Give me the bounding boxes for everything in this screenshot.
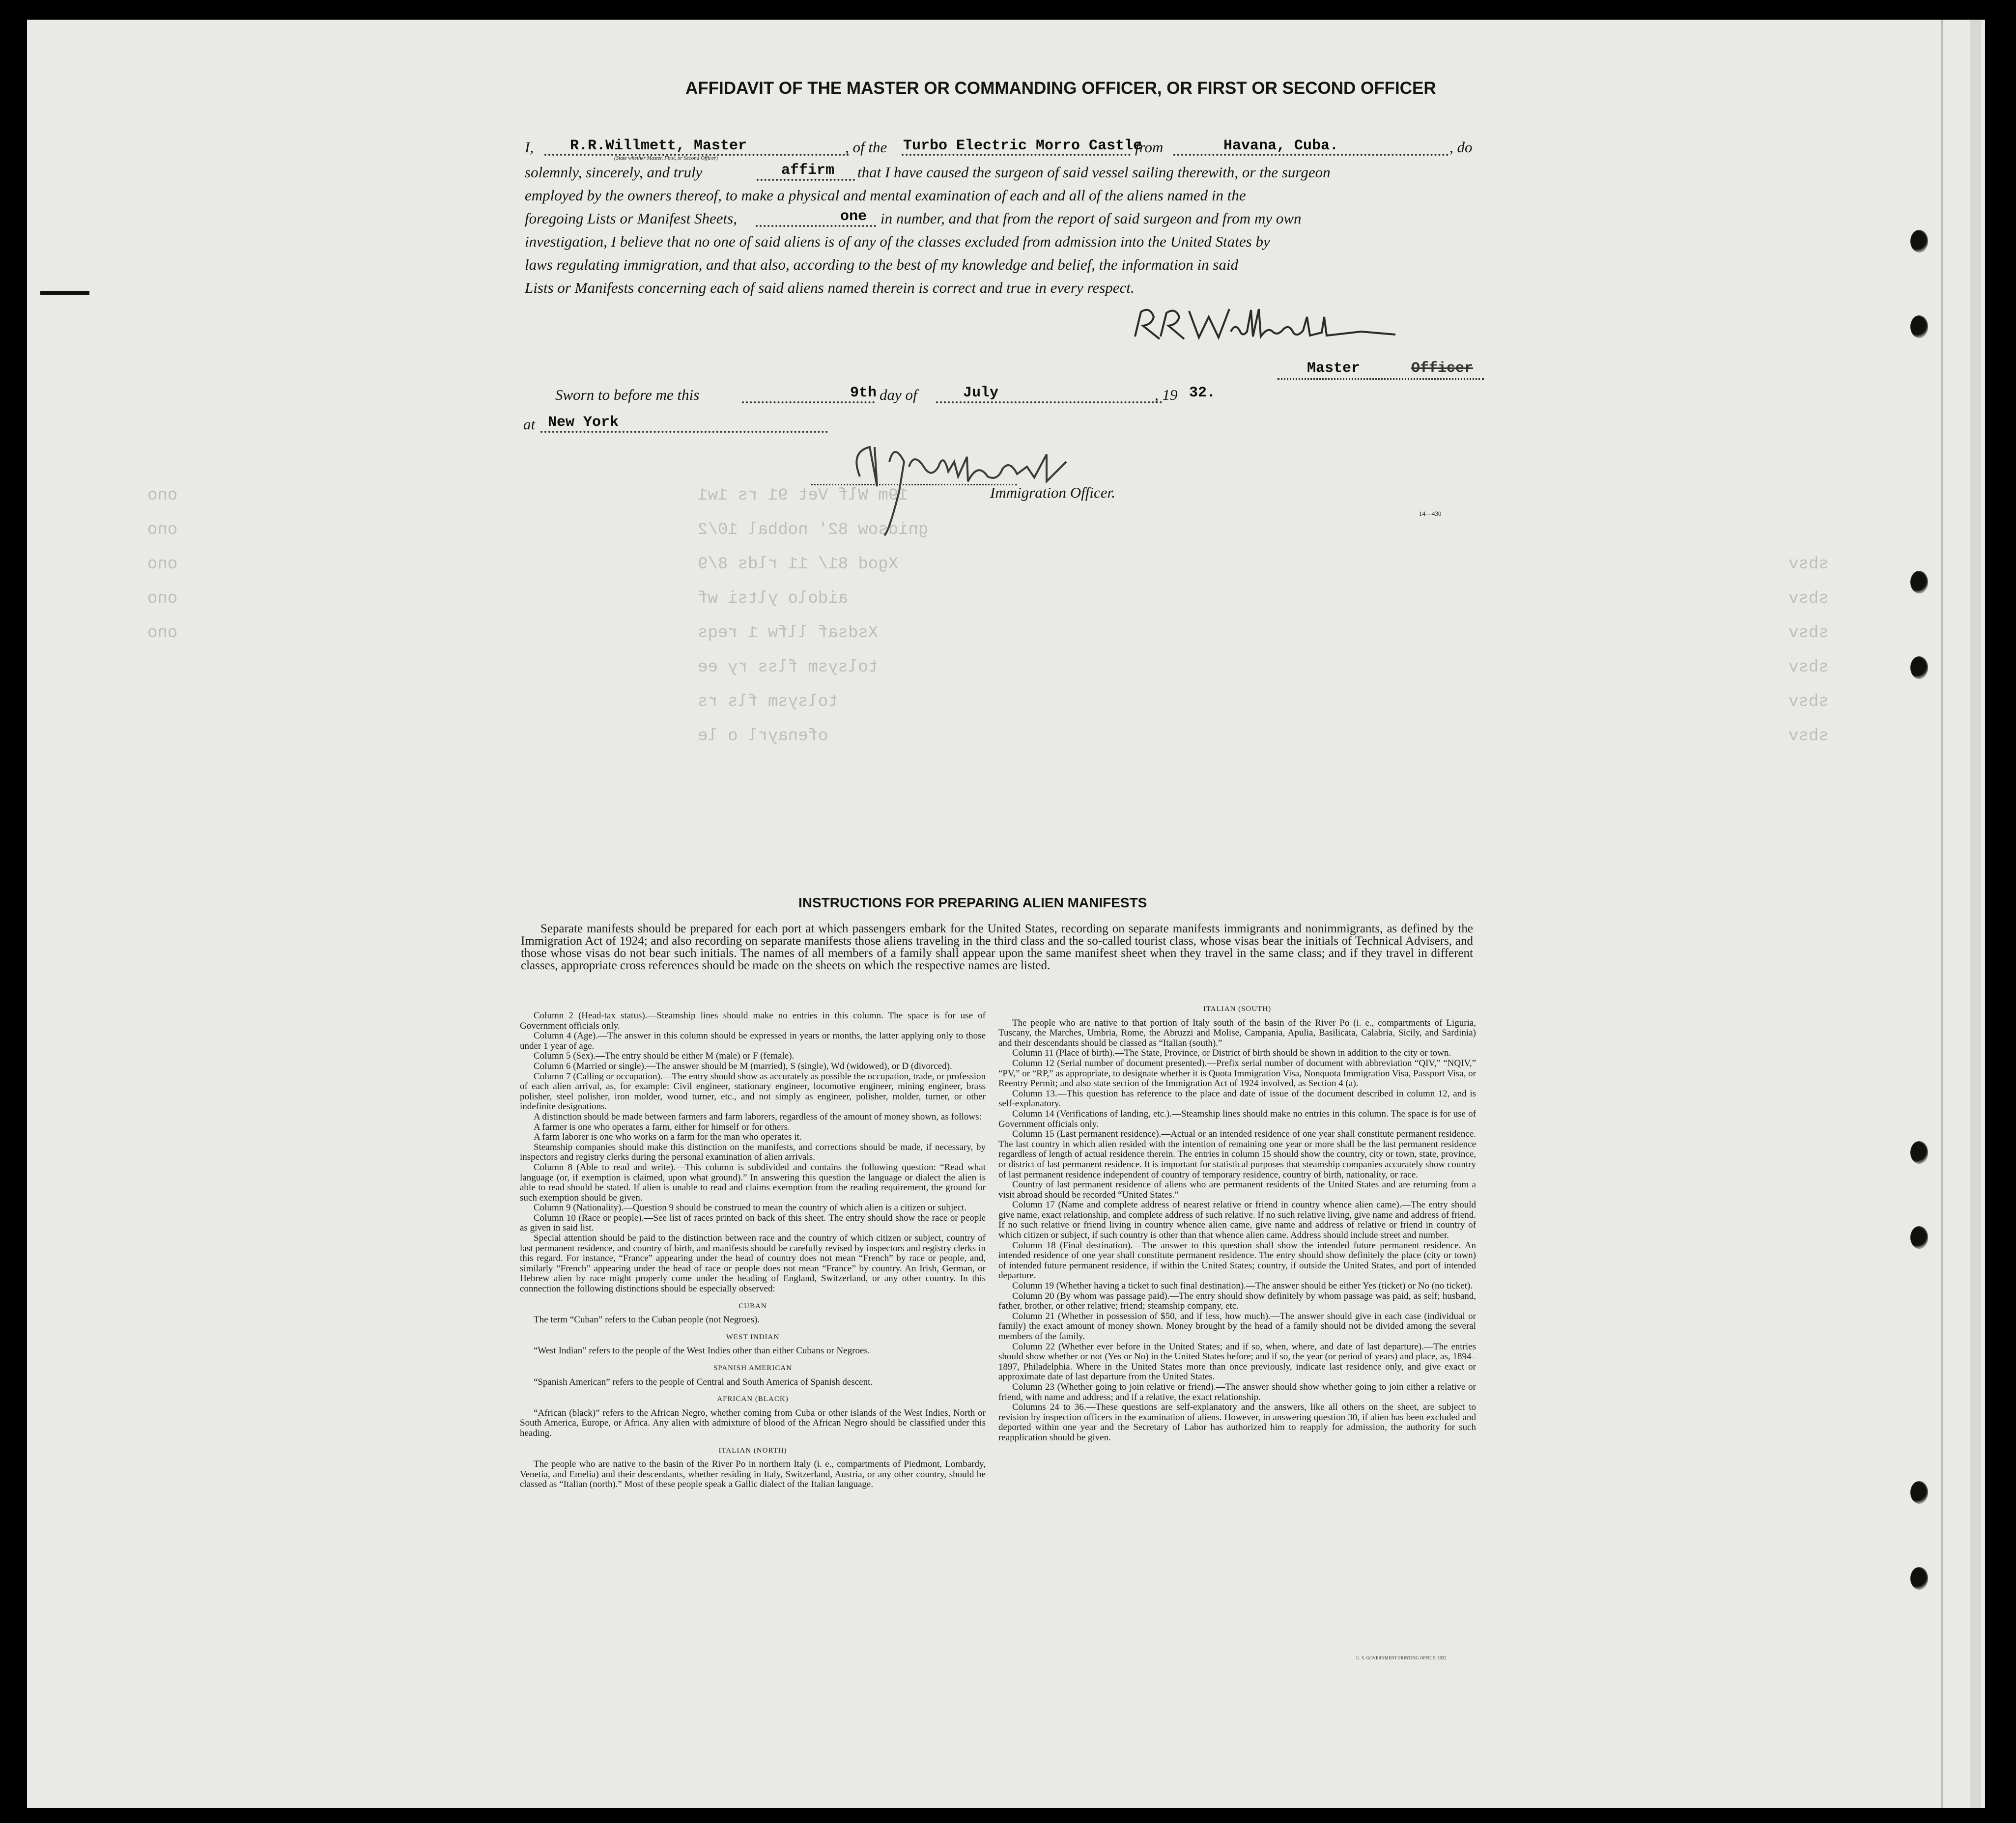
officer-note: (State whether Master, First, or Second Officer) xyxy=(614,155,718,161)
sworn-at: at xyxy=(523,416,536,433)
sworn-19: , 19 xyxy=(1155,386,1178,403)
instruction-paragraph: Column 2 (Head-tax status).—Steamship lines should make no entries in this column. The space is for use of Government officials only. xyxy=(520,1010,986,1031)
instruction-paragraph: Column 15 (Last permanent residence).—Actual or an intended residence of one year shall constitute permanent residence. The last country in which alien resided with the intention of remaining one year or more shall be the last permanent residence regardless of length of actual residence therein. The entries in column 15 should show the country, city or town, state, province, or district of last permanent residence. It is important for statistical purposes that steamship companies accurately show country of last permanent residence independent of country of temporary residence, country of birth, nationality, or race. xyxy=(998,1129,1476,1180)
race-heading: ITALIAN (NORTH) xyxy=(718,1446,787,1455)
affidavit-solemnly: solemnly, sincerely, and truly xyxy=(525,164,703,181)
bleed-through-text: aidolo yltsi wf xyxy=(698,589,849,608)
affidavit-line4: in number, and that from the report of said surgeon and from my own xyxy=(880,210,1302,227)
bleed-through-text: ono xyxy=(147,486,178,505)
race-heading: ITALIAN (SOUTH) xyxy=(1203,1005,1272,1013)
immigration-officer-label: Immigration Officer. xyxy=(990,484,1115,501)
affidavit-i: I, xyxy=(525,139,534,156)
instructions-right-column xyxy=(998,1004,1476,1443)
vessel-name: Turbo Electric Morro Castle xyxy=(903,138,1142,154)
instruction-paragraph: Column 19 (Whether having a ticket to such final destination).—The answer should be either Yes (ticket) or No (no ticket). xyxy=(1012,1281,1473,1291)
affidavit-of-the: , of the xyxy=(845,139,887,156)
bleed-through-text: ono xyxy=(147,589,178,608)
instruction-paragraph: Column 23 (Whether going to join relative or friend).—The answer should show whether going to join either a relative or friend, with name and address; and if a relative, the exact relationship. xyxy=(998,1381,1476,1402)
race-heading: AFRICAN (BLACK) xyxy=(717,1395,789,1403)
instruction-paragraph: Column 10 (Race or people).—See list of races printed on back of this sheet. The entry should show the race or people as given in said list. xyxy=(520,1212,986,1234)
binder-hole-icon xyxy=(1910,1567,1928,1590)
intro-paragraph: Separate manifests should be prepared for each port at which passengers embark for the United States, recording on separate manifests immigrants and nonimmigrants, as defined by the Immigration Act of 1924; and also recording on separate manifests those aliens traveling in the third class and the so-called tourist class, whose visas bear the initials of Technical Advisers, and those whose visas do not bear such initials. The names of all members of a family shall appear upon the same manifest sheet when they travel in the same class; and if they travel in different classes, appropriate cross references should be made on the sheets on which the respective names are listed. xyxy=(521,922,1473,972)
instruction-paragraph: Column 11 (Place of birth).—The State, Province, or District of birth should be shown in addition to the city or town. xyxy=(1012,1048,1451,1059)
bleed-through-text: sbsv xyxy=(1789,693,1829,711)
affidavit-line7: Lists or Manifests concerning each of said aliens named therein is correct and true in every respect. xyxy=(525,279,1135,296)
bleed-through-text: gnidsow 82' nobbal 10/2 xyxy=(698,521,929,539)
binder-hole-icon xyxy=(1910,1141,1928,1164)
affirm-word: affirm xyxy=(781,162,835,179)
affidavit-line6: laws regulating immigration, and that also, according to the best of my knowledge and belief, the information in said xyxy=(525,256,1239,273)
instruction-paragraph: The term “Cuban” refers to the Cuban people (not Negroes). xyxy=(534,1315,760,1325)
binder-hole-icon xyxy=(1910,230,1928,252)
form-number: 14—430 xyxy=(1419,510,1442,517)
bleed-through-text: sbsv xyxy=(1789,658,1829,677)
page-edge-shadow xyxy=(1941,20,1943,1808)
bleed-through-text: sbsv xyxy=(1789,555,1829,574)
affidavit-line5: investigation, I believe that no one of said aliens is of any of the classes excluded from admission into the United States by xyxy=(525,233,1270,250)
instruction-paragraph: Column 9 (Nationality).—Question 9 should be construed to mean the country of which alien is a citizen or subject. xyxy=(534,1203,967,1213)
officer-title-struck: Officer xyxy=(1411,360,1474,377)
departure-port: Havana, Cuba. xyxy=(1223,138,1339,154)
race-heading: WEST INDIAN xyxy=(726,1333,780,1341)
race-heading: CUBAN xyxy=(738,1302,767,1310)
affidavit-from: from xyxy=(1135,139,1164,156)
binder-hole-icon xyxy=(1910,1481,1928,1504)
bleed-through-text: tolsysm fls rs xyxy=(698,693,838,711)
officer-title: Master xyxy=(1307,360,1361,377)
instruction-paragraph: Country of last permanent residence of aliens who are permanent residents of the United States and are returning from a visit abroad should be recorded “United States.” xyxy=(998,1179,1476,1200)
affidavit-do: , do xyxy=(1449,139,1473,156)
instruction-paragraph: Column 5 (Sex).—The entry should be either M (male) or F (female). xyxy=(534,1051,795,1062)
sworn-label: Sworn to before me this xyxy=(555,386,700,403)
instruction-paragraph: “West Indian” refers to the people of the West Indies other than either Cubans or Negroes. xyxy=(534,1346,870,1356)
affidavit-line3: employed by the owners thereof, to make a physical and mental examination of each and all of the aliens named in the xyxy=(525,187,1246,204)
instructions-left-column xyxy=(520,1011,986,1490)
bleed-through-text: sbsv xyxy=(1789,589,1829,608)
instruction-paragraph: Column 21 (Whether in possession of $50, and if less, how much).—The answer should give in each case (individual or family) the exact amount of money shown. Money brought by the head of a family should not be divided among the several members of the family. xyxy=(998,1311,1476,1342)
binder-hole-icon xyxy=(1910,315,1928,338)
sworn-place: New York xyxy=(548,414,619,431)
page-edge xyxy=(1970,20,1981,1808)
instruction-paragraph: “Spanish American” refers to the people of Central and South America of Spanish descent. xyxy=(534,1376,873,1387)
bleed-through-text: Xsdsaf llfw 1 reqs xyxy=(698,624,879,643)
instruction-paragraph: Column 14 (Verifications of landing, etc.).—Steamship lines should make no entries in this column. The space is for use of Government officials only. xyxy=(998,1108,1476,1129)
sworn-year: 32. xyxy=(1189,385,1216,401)
bleed-through-text: Xgod 81/ 11 rlds 8/9 xyxy=(698,555,899,574)
bleed-through-text: tolsysm flss ry ee xyxy=(698,658,879,677)
instruction-paragraph: Columns 24 to 36.—These questions are self-explanatory and the answers, like all others on the sheet, are subject to revision by inspection officers in the examination of aliens. However, in answering question 30, if alien has been excluded and deported within one year and the Secretary of Labor has authorized him to reapply for admission, the authority for such reapplication should be given. xyxy=(998,1402,1476,1443)
sheet-count: one xyxy=(840,208,867,225)
instruction-paragraph: Column 4 (Age).—The answer in this column should be expressed in years or months, the latter applying only to those under 1 year of age. xyxy=(520,1031,986,1051)
race-heading: SPANISH AMERICAN xyxy=(713,1364,793,1372)
instruction-paragraph: Column 8 (Able to read and write).—This column is subdivided and contains the following question: “Read what language (or, if exemption is claimed, upon what ground).” In answering this question the language or dialect the alien is able to read should be stated. If alien is unable to read and claims exemption from the reading requirement, the ground for such exemption should be given. xyxy=(520,1162,986,1203)
instruction-paragraph: Column 22 (Whether ever before in the United States; and if so, when, where, and date of last departure).—The entries should show whether or not (Yes or No) in the United States before; and if so, the year (or period of years) and place, as, 1894–1897, Philadelphia. Where in the United States more than once previously, indicate last residence only, and give exact or approximate date of last departure from the United States. xyxy=(998,1341,1476,1382)
binder-hole-icon xyxy=(1910,571,1928,593)
bleed-through-text: ono xyxy=(147,521,178,539)
sworn-month: July xyxy=(963,385,999,401)
instruction-paragraph: Steamship companies should make this distinction on the manifests, and corrections should be made, if necessary, by inspectors and registry clerks during the personal examination of alien arrivals. xyxy=(520,1142,986,1163)
margin-mark xyxy=(40,291,89,295)
instruction-paragraph: Column 20 (By whom was passage paid).—The entry should show definitely by whom passage was paid, as self; husband, father, brother, or other relative; friend; steamship company, etc. xyxy=(998,1290,1476,1312)
instruction-paragraph: Column 13.—This question has reference to the place and date of issue of the document described in column 12, and is self-explanatory. xyxy=(998,1088,1476,1109)
bleed-through-text: 19m Wlf Vet 91 rs 1w1 xyxy=(698,486,909,505)
master-signature xyxy=(1130,302,1405,349)
sworn-day-of: day of xyxy=(880,386,917,403)
affidavit-foregoing: foregoing Lists or Manifest Sheets, xyxy=(525,210,737,227)
officer-name: R.R.Willmett, Master xyxy=(570,138,747,154)
binder-hole-icon xyxy=(1910,1226,1928,1249)
affidavit-title: AFFIDAVIT OF THE MASTER OR COMMANDING OFFICER, OR FIRST OR SECOND OFFICER xyxy=(685,79,1436,98)
bleed-through-text: sbsv xyxy=(1789,727,1829,746)
printer-note: U. S. GOVERNMENT PRINTING OFFICE: 1932 xyxy=(1356,1655,1447,1660)
instruction-paragraph: A farm laborer is one who works on a farm for the man who operates it. xyxy=(534,1132,802,1143)
instruction-paragraph: Special attention should be paid to the distinction between race and the country of which citizen or subject, country of last permanent residence, and country of birth, and manifests should be carefully revised by inspectors and registry clerks in this regard. For instance, “France” appearing under the head of country does not mean “French” by race or people, and, similarly “French” appearing under the head of race or people does not mean “France” by country. An Irish, German, or Hebrew alien by race might properly come under the heading of England, Switzerland, or any other country. In this connection the following distinctions should be especially observed: xyxy=(520,1233,986,1294)
instruction-paragraph: Column 18 (Final destination).—The answer to this question shall show the intended future permanent residence. An intended residence of one year shall constitute permanent residence. The entry should show definitely the place (city or town) of intended future permanent residence, if within the United States; country, if outside the United States, and port of intended departure. xyxy=(998,1240,1476,1281)
instruction-paragraph: Column 17 (Name and complete address of nearest relative or friend in country whence alien came).—The entry should give name, exact relationship, and complete address of such relative. If no such relative living, give name and address of friend. If no such relative or friend living in country whence alien came, give name and address of relative or friend in country of which citizen or subject, if such country is other than that whence alien came. Address should include street and number. xyxy=(998,1200,1476,1241)
instruction-paragraph: Column 12 (Serial number of document presented).—Prefix serial number of document with abbreviation “QIV,” “NQIV,” “PV,” or “RP,” as appropriate, to designate whether it is Quota Immigration Visa, Nonquota Immigration Visa, Passport Visa, or Reentry Permit; and also state section of the Immigration Act of 1924 involved, as Section 4 (a). xyxy=(998,1058,1476,1089)
instruction-paragraph: Column 7 (Calling or occupation).—The entry should show as accurately as possible the occupation, trade, or profession of each alien arrival, as, for example: Civil engineer, stationary engineer, locomotive engineer, mining engineer, brass polisher, steel polisher, iron molder, wood turner, etc., and not simply as engineer, polisher, molder, turner, or other indefinite designations. xyxy=(520,1071,986,1112)
instruction-paragraph: A distinction should be made between farmers and farm laborers, regardless of the amount of money shown, as follows: xyxy=(534,1111,982,1122)
bleed-through-text: ofenayrl o le xyxy=(698,727,828,746)
instructions-intro xyxy=(521,923,1473,976)
instruction-paragraph: “African (black)” refers to the African Negro, whether coming from Cuba or other islands of the West Indies, North or South America, Europe, or Africa. Any alien with admixture of blood of the African Negro should be classified under this heading. xyxy=(520,1407,986,1438)
bleed-through-text: ono xyxy=(147,555,178,574)
instruction-paragraph: Column 6 (Married or single).—The answer should be M (married), S (single), Wd (widowed), or D (divorced). xyxy=(534,1061,952,1071)
bleed-through-text: sbsv xyxy=(1789,624,1829,643)
binder-hole-icon xyxy=(1910,656,1928,679)
sworn-day: 9th xyxy=(850,385,877,401)
instruction-paragraph: A farmer is one who operates a farm, either for himself or for others. xyxy=(534,1122,790,1132)
affidavit-line2: that I have caused the surgeon of said vessel sailing therewith, or the surgeon xyxy=(857,164,1331,181)
instruction-paragraph: The people who are native to that portion of Italy south of the basin of the River Po (i. e., compartments of Liguria, Tuscany, the Marches, Umbria, Rome, the Abruzzi and Molise, Campania, Apulia, Basilicata, Calabria, Sicily, and Sardinia) and their descendants should be classed as “Italian (south).” xyxy=(998,1017,1476,1048)
instruction-paragraph: The people who are native to the basin of the River Po in northern Italy (i. e., compartments of Piedmont, Lombardy, Venetia, and Emelia) and their descendants, whether residing in Italy, Switzerland, Austria, or any other country, should be classed as “Italian (north).” Most of these people speak a Gallic dialect of the Italian language. xyxy=(520,1459,986,1490)
bleed-through-text: ono xyxy=(147,624,178,643)
instructions-title: INSTRUCTIONS FOR PREPARING ALIEN MANIFESTS xyxy=(798,895,1147,910)
